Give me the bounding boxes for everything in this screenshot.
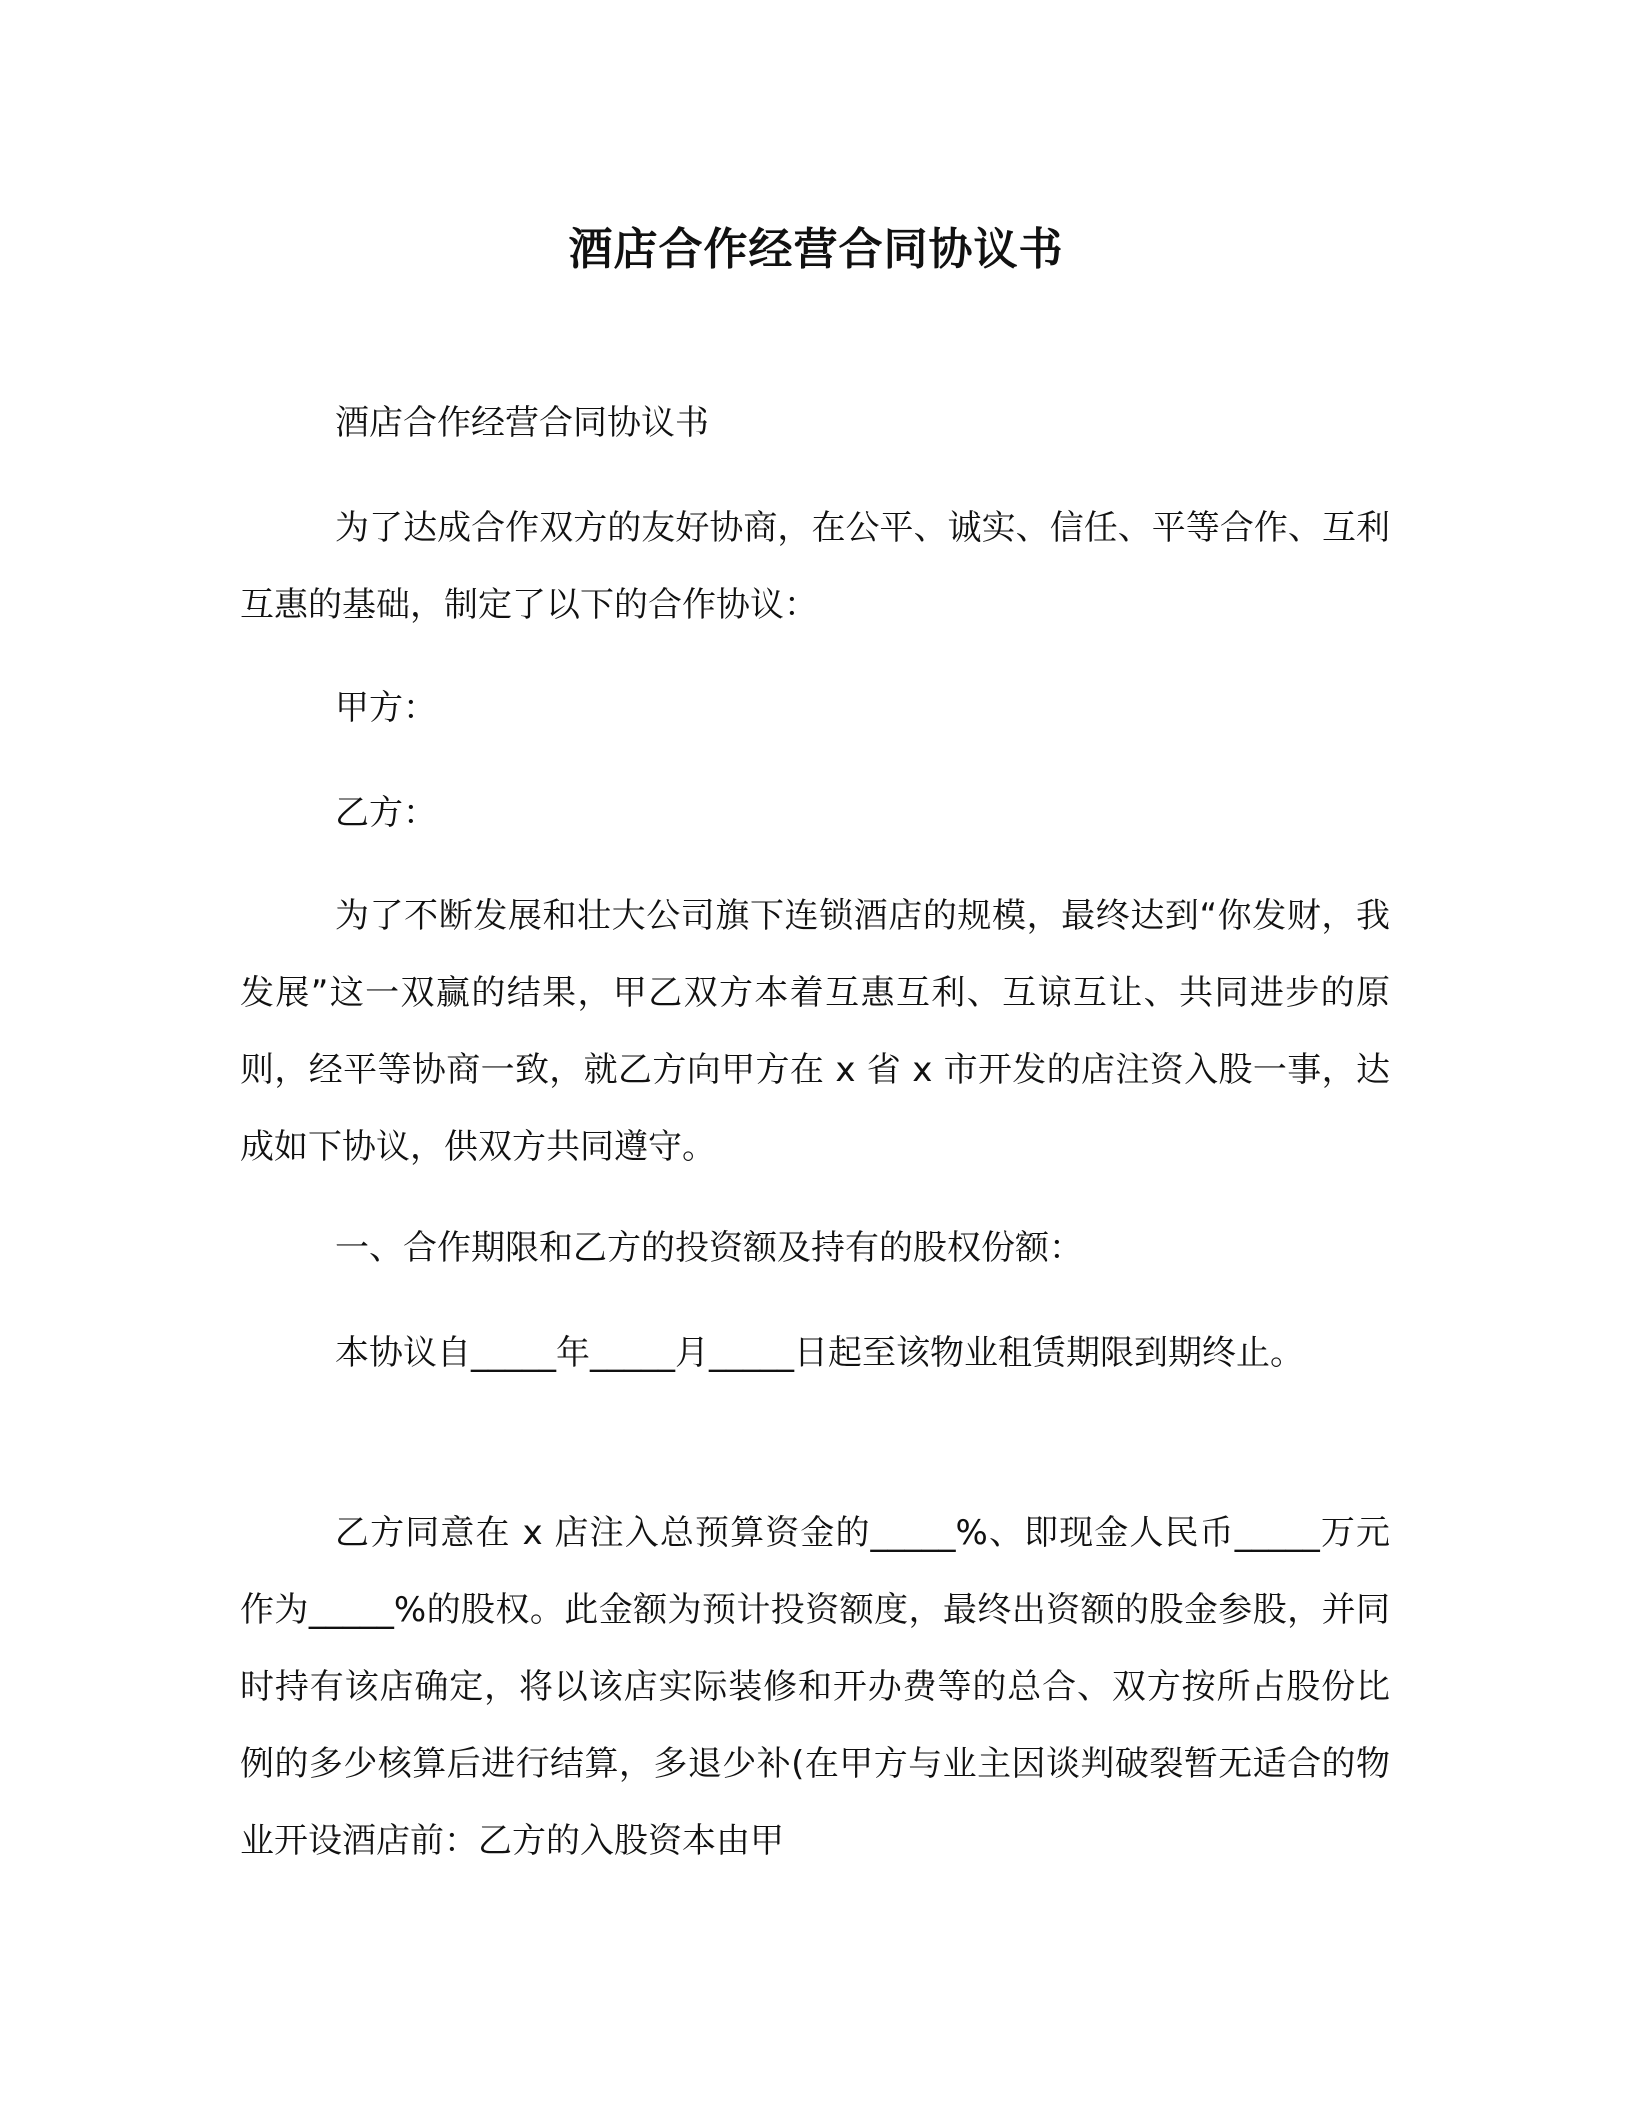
paragraph-purpose: 为了不断发展和壮大公司旗下连锁酒店的规模，最终达到“你发财，我发展”这一双赢的结果，甲乙双方本着互惠互利、互谅互让、共同进步的原则，经平等协商一致，就乙方向甲方在 x 省 x 市开发的店注资入股一事，达成如下协议，供双方共同遵守。	[240, 896, 1390, 1167]
section-1-heading: 一、合作期限和乙方的投资额及持有的股权份额：	[335, 1228, 1083, 1268]
paragraph-intro: 为了达成合作双方的友好协商，在公平、诚实、信任、平等合作、互利互惠的基础，制定了以下的合作协议：	[240, 508, 1390, 625]
paragraph-term: 本协议自_____年_____月_____日起至该物业租赁期限到期终止。	[335, 1333, 1304, 1373]
paragraph-investment: 乙方同意在 x 店注入总预算资金的_____%、即现金人民币_____万元作为_____%的股权。此金额为预计投资额度，最终出资额的股金参股，并同时持有该店确定，将以该店实际装修和开办费等的总合、双方按所占股份比例的多少核算后进行结算，多退少补(在甲方与业主因谈判破裂暂无适合的物业开设酒店前：乙方的入股资本由甲	[240, 1513, 1390, 1861]
paragraph-party-b: 乙方：	[335, 793, 437, 833]
paragraph-party-a: 甲方：	[335, 688, 437, 728]
paragraph-subtitle: 酒店合作经营合同协议书	[335, 403, 709, 443]
document-title: 酒店合作经营合同协议书	[568, 224, 1064, 275]
